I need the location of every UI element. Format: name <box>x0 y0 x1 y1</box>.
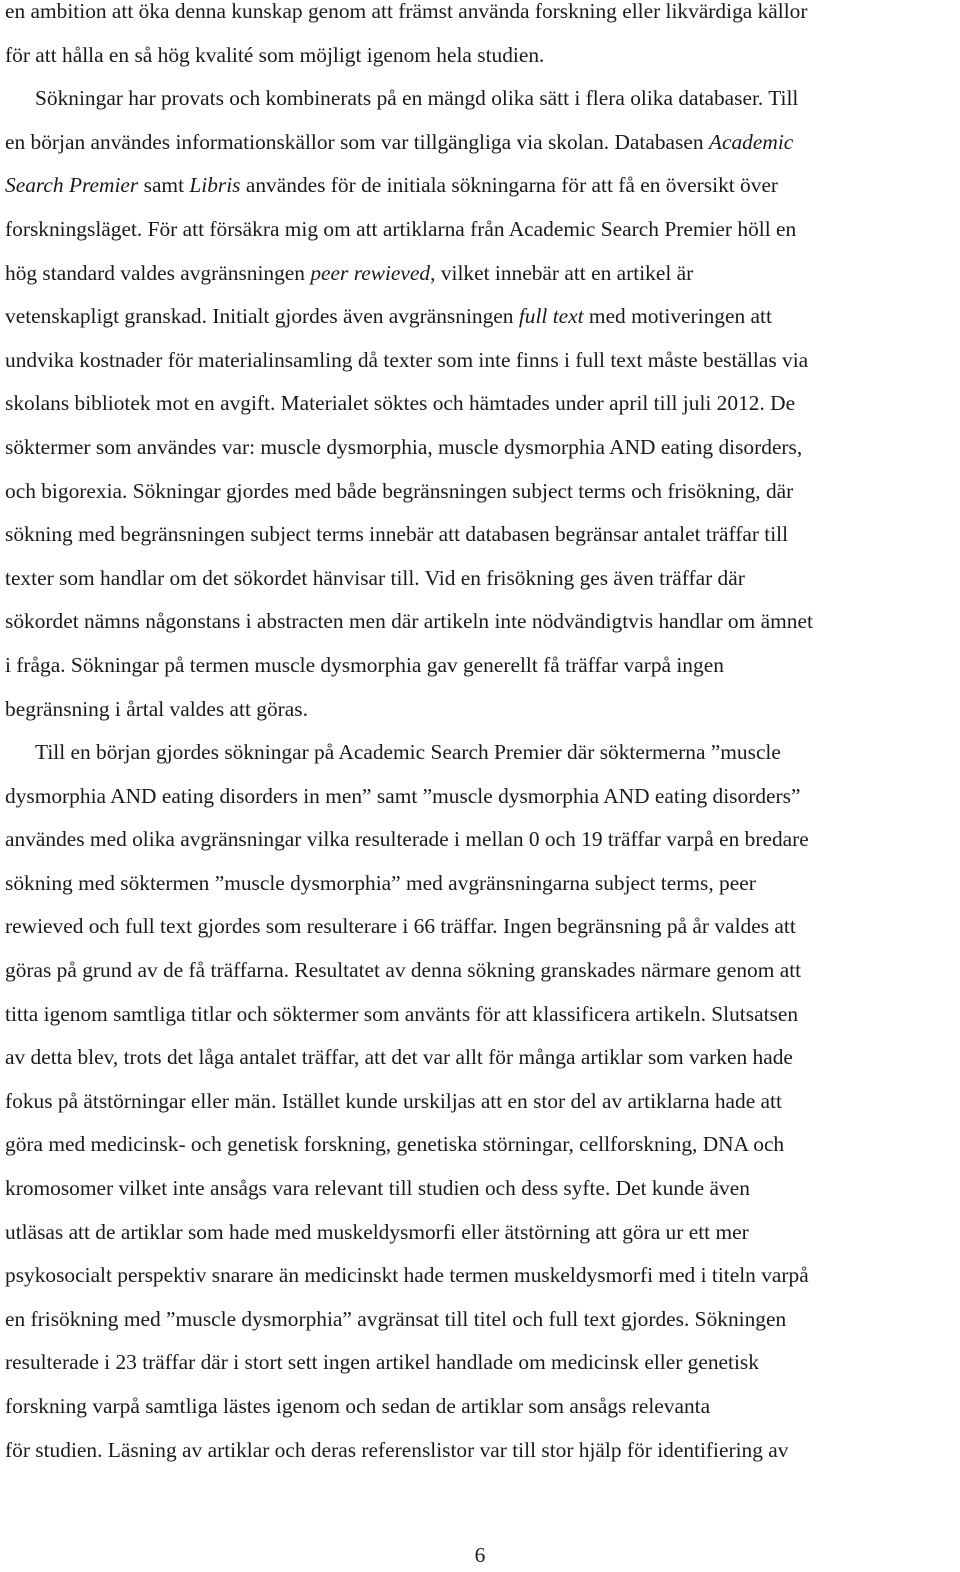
text-line <box>5 77 960 121</box>
text-run: dysmorphia AND eating disorders in men” samt ”muscle dysmorphia AND eating disorders” <box>5 783 801 808</box>
italic-term: Academic <box>708 129 794 154</box>
text-run: Till en början gjordes sökningar på Academic Search Premier där söktermerna ”muscle <box>35 740 781 765</box>
text-line <box>5 252 960 296</box>
text-line <box>5 1341 960 1385</box>
text-run: fokus på ätstörningar eller män. Istället kunde urskiljas att en stor del av artiklarna hade att <box>5 1088 782 1113</box>
text-run: texter som handlar om det sökordet hänvisar till. Vid en frisökning ges även träffar där <box>5 565 745 590</box>
text-line <box>5 862 960 906</box>
text-run: kromosomer vilket inte ansågs vara relevant till studien och dess syfte. Det kunde även <box>5 1176 750 1201</box>
text-run: titta igenom samtliga titlar och söktermer som använts för att klassificera artikeln. Slutsatsen <box>5 1001 799 1026</box>
text-line <box>5 1123 960 1167</box>
text-run: , vilket innebär att en artikel är <box>430 260 694 285</box>
text-run: i fråga. Sökningar på termen muscle dysmorphia gav generellt få träffar varpå ingen <box>5 652 724 677</box>
text-line <box>5 949 960 993</box>
text-run: göras på grund av de få träffarna. Resultatet av denna sökning granskades närmare genom att <box>5 958 802 983</box>
text-line <box>5 1211 960 1255</box>
text-line <box>5 1036 960 1080</box>
text-line <box>5 470 960 514</box>
text-line <box>5 34 960 78</box>
text-run: och bigorexia. Sökningar gjordes med både begränsningen subject terms och frisökning, där <box>5 478 794 503</box>
text-line <box>5 818 960 862</box>
text-line <box>5 208 960 252</box>
text-line <box>5 775 960 819</box>
text-line <box>5 164 960 208</box>
text-line <box>5 339 960 383</box>
text-line <box>5 993 960 1037</box>
text-line <box>5 0 960 34</box>
italic-term: full text <box>518 304 584 329</box>
text-line <box>5 121 960 165</box>
text-line <box>5 426 960 470</box>
text-run: begränsning i årtal valdes att göras. <box>5 696 308 721</box>
text-run: resulterade i 23 träffar där i stort sett ingen artikel handlade om medicinsk eller genetisk <box>5 1350 759 1375</box>
text-run: användes med olika avgränsningar vilka resulterade i mellan 0 och 19 träffar varpå en bredare <box>5 827 809 852</box>
text-line <box>5 688 960 732</box>
text-run: söktermer som användes var: muscle dysmorphia, muscle dysmorphia AND eating disorders, <box>5 434 803 459</box>
italic-term: Search Premier <box>5 173 139 198</box>
text-line <box>5 1167 960 1211</box>
page-number: 6 <box>474 1543 486 1567</box>
text-run: hög standard valdes avgränsningen <box>5 260 311 285</box>
text-run: för studien. Läsning av artiklar och deras referenslistor var till stor hjälp för identifiering av <box>5 1437 789 1462</box>
text-line <box>5 1254 960 1298</box>
italic-term: Libris <box>189 173 241 198</box>
body-text <box>5 0 960 1472</box>
text-run: göra med medicinsk- och genetisk forskning, genetiska störningar, cellforskning, DNA och <box>5 1132 785 1157</box>
text-line <box>5 513 960 557</box>
text-line <box>5 644 960 688</box>
text-run: en frisökning med ”muscle dysmorphia” avgränsat till titel och full text gjordes. Sökningen <box>5 1306 787 1331</box>
text-line <box>5 600 960 644</box>
text-run: en början användes informationskällor som var tillgängliga via skolan. Databasen <box>5 129 709 154</box>
text-run: samt <box>138 173 190 198</box>
text-run: sökning med söktermen ”muscle dysmorphia” med avgränsningarna subject terms, peer <box>5 870 756 895</box>
text-line <box>5 1385 960 1429</box>
text-run: med motiveringen att <box>583 304 772 329</box>
text-run: för att hålla en så hög kvalité som möjligt igenom hela studien. <box>5 42 545 67</box>
text-run: skolans bibliotek mot en avgift. Materialet söktes och hämtades under april till juli 2012. De <box>5 391 796 416</box>
text-line <box>5 731 960 775</box>
text-line <box>5 295 960 339</box>
text-run: forskning varpå samtliga lästes igenom och sedan de artiklar som ansågs relevanta <box>5 1394 711 1418</box>
text-line <box>5 1429 960 1473</box>
text-line <box>5 1298 960 1342</box>
text-run: användes för de initiala sökningarna för att få en översikt över <box>240 173 779 198</box>
text-run: en ambition att öka denna kunskap genom att främst använda forskning eller likvärdiga källor <box>5 0 808 23</box>
text-line <box>5 905 960 949</box>
italic-term: peer rewieved <box>310 260 431 285</box>
text-run: av detta blev, trots det låga antalet träffar, att det var allt för många artiklar som varken hade <box>5 1045 793 1070</box>
text-run: psykosocialt perspektiv snarare än medicinskt hade termen muskeldysmorfi med i titeln varpå <box>5 1263 809 1288</box>
text-run: undvika kostnader för materialinsamling då texter som inte finns i full text måste beställas via <box>5 347 809 372</box>
text-line <box>5 557 960 601</box>
text-line <box>5 382 960 426</box>
text-line <box>5 1080 960 1124</box>
text-run: vetenskapligt granskad. Initialt gjordes även avgränsningen <box>5 304 519 329</box>
text-run: utläsas att de artiklar som hade med muskeldysmorfi eller ätstörning att göra ur ett mer <box>5 1219 749 1244</box>
text-run: sökordet nämns någonstans i abstracten men där artikeln inte nödvändigtvis handlar om ämnet <box>5 609 813 634</box>
text-run: rewieved och full text gjordes som resulterare i 66 träffar. Ingen begränsning på år valdes att <box>5 914 796 939</box>
text-run: forskningsläget. För att försäkra mig om att artiklarna från Academic Search Premier höll en <box>5 216 797 241</box>
text-run: Sökningar har provats och kombinerats på en mängd olika sätt i flera olika databaser. Till <box>35 86 799 111</box>
text-run: sökning med begränsningen subject terms innebär att databasen begränsar antalet träffar till <box>5 522 789 547</box>
